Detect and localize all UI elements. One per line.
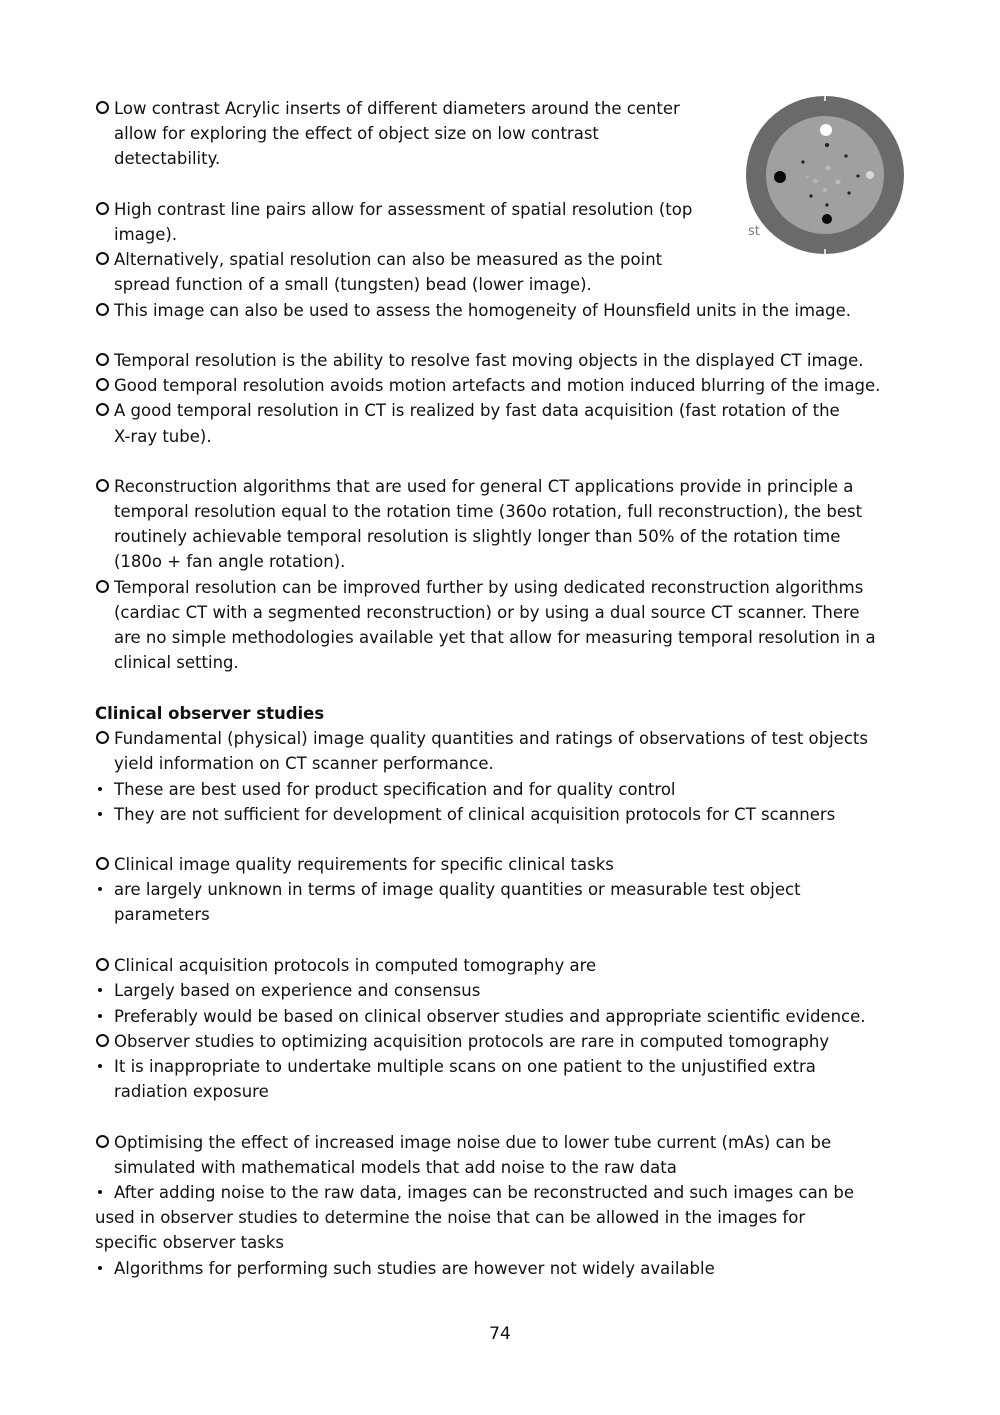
- figure-caption-fragment: st: [748, 224, 760, 239]
- line-text: yield information on CT scanner performance.: [114, 754, 494, 773]
- text-line: [114, 121, 599, 146]
- line-text: Optimising the effect of increased image noise due to lower tube current (mAs) can be: [114, 1133, 832, 1152]
- line-text: Reconstruction algorithms that are used for general CT applications provide in principle a: [114, 477, 854, 496]
- line-text: Largely based on experience and consensus: [114, 981, 481, 1000]
- text-line: [114, 549, 345, 574]
- text-line: [114, 1079, 269, 1104]
- line-text: Alternatively, spatial resolution can also be measured as the point: [114, 250, 663, 269]
- text-line: [95, 348, 864, 373]
- circle-bullet-icon: [95, 298, 114, 323]
- text-line: [95, 1230, 284, 1255]
- text-line: [114, 222, 177, 247]
- line-text: spread function of a small (tungsten) bead (lower image).: [114, 275, 592, 294]
- text-line: [95, 1180, 854, 1205]
- text-line: [95, 247, 662, 272]
- circle-bullet-icon: [95, 852, 114, 877]
- text-line: [95, 953, 596, 978]
- line-text: specific observer tasks: [95, 1233, 284, 1252]
- line-text: radiation exposure: [114, 1082, 269, 1101]
- line-text: Clinical acquisition protocols in computed tomography are: [114, 956, 597, 975]
- line-text: Clinical observer studies: [95, 704, 325, 723]
- line-text: parameters: [114, 905, 210, 924]
- text-line: [114, 146, 220, 171]
- text-line: [95, 1054, 816, 1079]
- line-text: clinical setting.: [114, 653, 239, 672]
- dot-bullet-icon: [95, 1256, 114, 1281]
- circle-bullet-icon: [95, 1029, 114, 1054]
- line-text: routinely achievable temporal resolution is slightly longer than 50% of the rotation time: [114, 527, 841, 546]
- text-line: [114, 751, 494, 776]
- line-text: Low contrast Acrylic inserts of different diameters around the center: [114, 99, 680, 118]
- dot-bullet-icon: [95, 802, 114, 827]
- line-text: (cardiac CT with a segmented reconstruction) or by using a dual source CT scanner. There: [114, 603, 860, 622]
- text-line: [95, 373, 880, 398]
- circle-bullet-icon: [95, 96, 114, 121]
- text-line: [95, 96, 680, 121]
- line-text: detectability.: [114, 149, 221, 168]
- large-white-insert: [820, 124, 832, 136]
- line-text: It is inappropriate to undertake multiple scans on one patient to the unjustified extra: [114, 1057, 816, 1076]
- line-text: temporal resolution equal to the rotation time (360o rotation, full reconstruction), the best: [114, 502, 863, 521]
- ct-phantom-image: [745, 95, 905, 255]
- line-text: This image can also be used to assess the homogeneity of Hounsfield units in the image.: [114, 301, 852, 320]
- text-line: [114, 272, 592, 297]
- text-line: [95, 777, 676, 802]
- text-line: [95, 1256, 715, 1281]
- dot-bullet-icon: [95, 777, 114, 802]
- line-text: are largely unknown in terms of image quality quantities or measurable test object: [114, 880, 801, 899]
- dot-bullet-icon: [95, 1180, 114, 1205]
- text-line: [95, 398, 840, 423]
- line-text: Fundamental (physical) image quality quantities and ratings of observations of test objects: [114, 729, 868, 748]
- text-line: [114, 600, 860, 625]
- line-text: image).: [114, 225, 178, 244]
- text-line: [114, 625, 876, 650]
- circle-bullet-icon: [95, 953, 114, 978]
- text-line: [114, 424, 212, 449]
- text-line: [95, 1004, 866, 1029]
- dot-bullet-icon: [95, 877, 114, 902]
- dot-bullet-icon: [95, 978, 114, 1003]
- section-heading: [95, 701, 324, 726]
- text-line: [114, 650, 239, 675]
- line-text: A good temporal resolution in CT is realized by fast data acquisition (fast rotation of the: [114, 401, 840, 420]
- line-text: High contrast line pairs allow for assessment of spatial resolution (top: [114, 200, 693, 219]
- circle-bullet-icon: [95, 197, 114, 222]
- line-text: These are best used for product specification and for quality control: [114, 780, 676, 799]
- text-line: [95, 1130, 831, 1155]
- circle-bullet-icon: [95, 726, 114, 751]
- line-text: (180o + fan angle rotation).: [114, 552, 346, 571]
- dot-bullet-icon: [95, 1054, 114, 1079]
- line-text: Clinical image quality requirements for specific clinical tasks: [114, 855, 614, 874]
- text-line: [114, 524, 840, 549]
- text-line: [95, 1205, 805, 1230]
- text-line: [95, 474, 853, 499]
- text-line: [114, 499, 862, 524]
- page-number: 74: [489, 1324, 511, 1344]
- text-line: [95, 298, 851, 323]
- text-line: [95, 978, 480, 1003]
- line-text: Good temporal resolution avoids motion artefacts and motion induced blurring of the image.: [114, 376, 881, 395]
- line-text: Preferably would be based on clinical observer studies and appropriate scientific evidence.: [114, 1007, 866, 1026]
- text-line: [95, 802, 835, 827]
- line-text: They are not sufficient for development of clinical acquisition protocols for CT scanners: [114, 805, 836, 824]
- text-line: [95, 1029, 829, 1054]
- bottom-black-insert: [822, 214, 832, 224]
- line-text: Observer studies to optimizing acquisition protocols are rare in computed tomography: [114, 1032, 830, 1051]
- line-text: used in observer studies to determine the noise that can be allowed in the images for: [95, 1208, 806, 1227]
- text-line: [114, 1155, 677, 1180]
- line-text: Temporal resolution can be improved further by using dedicated reconstruction algorithms: [114, 578, 864, 597]
- circle-bullet-icon: [95, 348, 114, 373]
- circle-bullet-icon: [95, 575, 114, 600]
- circle-bullet-icon: [95, 247, 114, 272]
- text-line: [95, 575, 863, 600]
- text-line: [95, 852, 614, 877]
- line-text: Temporal resolution is the ability to resolve fast moving objects in the displayed CT image.: [114, 351, 864, 370]
- line-text: are no simple methodologies available yet that allow for measuring temporal resolution in a: [114, 628, 876, 647]
- line-text: Algorithms for performing such studies are however not widely available: [114, 1259, 715, 1278]
- circle-bullet-icon: [95, 398, 114, 423]
- text-line: [95, 877, 801, 902]
- large-black-insert: [774, 171, 786, 183]
- circle-bullet-icon: [95, 474, 114, 499]
- line-text: After adding noise to the raw data, images can be reconstructed and such images can be: [114, 1183, 855, 1202]
- text-line: [114, 902, 210, 927]
- line-text: allow for exploring the effect of object size on low contrast: [114, 124, 599, 143]
- line-text: simulated with mathematical models that add noise to the raw data: [114, 1158, 677, 1177]
- line-text: X-ray tube).: [114, 427, 212, 446]
- text-line: [95, 726, 868, 751]
- circle-bullet-icon: [95, 1130, 114, 1155]
- circle-bullet-icon: [95, 373, 114, 398]
- dot-bullet-icon: [95, 1004, 114, 1029]
- text-line: [95, 197, 692, 222]
